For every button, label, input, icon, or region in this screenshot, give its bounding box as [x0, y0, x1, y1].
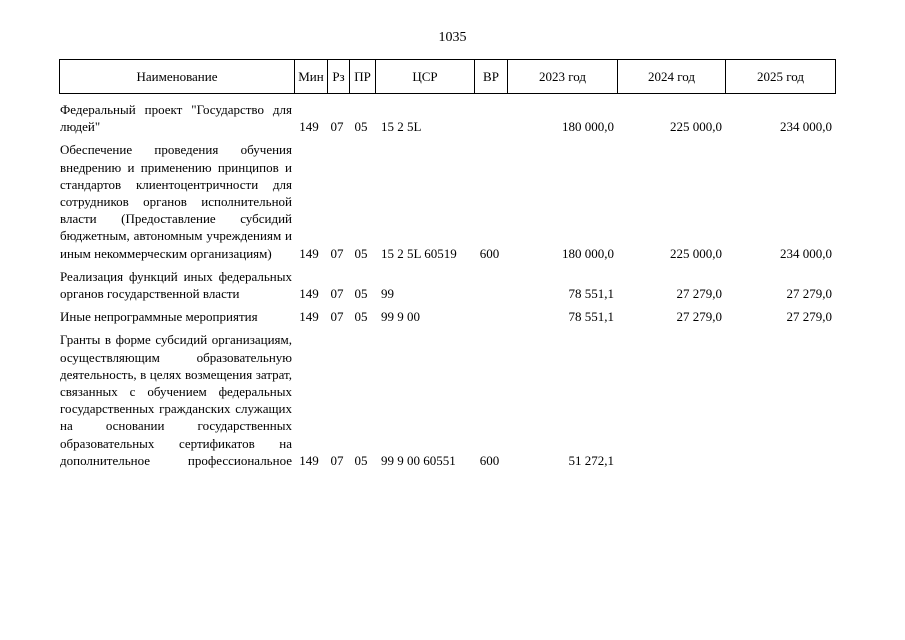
header-name: Наименование — [60, 60, 295, 94]
header-min: Мин — [295, 60, 328, 94]
row-2024: 225 000,0 — [670, 245, 722, 261]
row-2023: 180 000,0 — [562, 245, 614, 261]
row-2023: 78 551,1 — [568, 309, 614, 325]
row-min: 149 — [299, 309, 319, 325]
page-number: 1035 — [438, 30, 467, 45]
row-min: 149 — [299, 452, 319, 468]
row-name: Обеспечение проведения обучения внедрению и применению принципов и стандартов клиентоцентричности для сотрудников органов исполнительной власти (Предоставление субсидий бюджетным, автономным учреждениям и иным некоммерческим организациям) — [60, 142, 292, 261]
row-pr: 05 — [354, 452, 368, 468]
row-2023: 180 000,0 — [562, 119, 614, 135]
row-csr: 99 — [381, 286, 394, 302]
row-min: 149 — [299, 119, 319, 135]
row-2025: 234 000,0 — [780, 119, 832, 135]
row-2025: 27 279,0 — [786, 309, 832, 325]
row-csr: 99 9 00 — [381, 309, 420, 325]
header-csr: ЦСР — [376, 60, 475, 94]
row-csr: 99 9 00 60551 — [381, 452, 456, 468]
row-2025: 27 279,0 — [786, 286, 832, 302]
row-min: 149 — [299, 286, 319, 302]
row-pr: 05 — [354, 245, 368, 261]
row-name: Реализация функций иных федеральных органов государственной власти — [60, 268, 292, 302]
header-rz: Рз — [328, 60, 350, 94]
header-vr: ВР — [475, 60, 508, 94]
row-vr: 600 — [479, 452, 500, 468]
row-2023: 78 551,1 — [568, 286, 614, 302]
table-header — [59, 59, 836, 94]
row-rz: 07 — [330, 309, 344, 325]
row-min: 149 — [299, 245, 319, 261]
row-pr: 05 — [354, 119, 368, 135]
row-name: Федеральный проект "Государство для людей" — [60, 102, 292, 135]
table-row — [0, 268, 905, 302]
row-csr: 15 2 5L 60519 — [381, 245, 457, 261]
header-2024: 2024 год — [618, 60, 726, 94]
row-pr: 05 — [354, 286, 368, 302]
row-csr: 15 2 5L — [381, 119, 422, 135]
row-name: Гранты в форме субсидий организациям, осуществляющим образовательную деятельность, в целях возмещения затрат, связанных с обучением федеральных государственных гражданских служащих на основании государственных образовательных сертификатов на дополнительное профессиональное — [60, 332, 292, 468]
header-2023: 2023 год — [508, 60, 618, 94]
row-2024: 27 279,0 — [676, 309, 722, 325]
table-row — [0, 331, 905, 469]
table-row — [0, 141, 905, 261]
row-2025: 234 000,0 — [780, 245, 832, 261]
table-body — [0, 101, 905, 475]
row-rz: 07 — [330, 119, 344, 135]
table-row — [0, 101, 905, 135]
row-rz: 07 — [330, 245, 344, 261]
row-2024: 225 000,0 — [670, 119, 722, 135]
row-name: Иные непрограммные мероприятия — [60, 309, 258, 325]
row-rz: 07 — [330, 452, 344, 468]
header-2025: 2025 год — [726, 60, 836, 94]
header-pr: ПР — [350, 60, 376, 94]
row-2024: 27 279,0 — [676, 286, 722, 302]
row-2023: 51 272,1 — [568, 452, 614, 468]
table-row — [0, 308, 905, 325]
row-pr: 05 — [354, 309, 368, 325]
row-rz: 07 — [330, 286, 344, 302]
row-vr: 600 — [479, 245, 500, 261]
